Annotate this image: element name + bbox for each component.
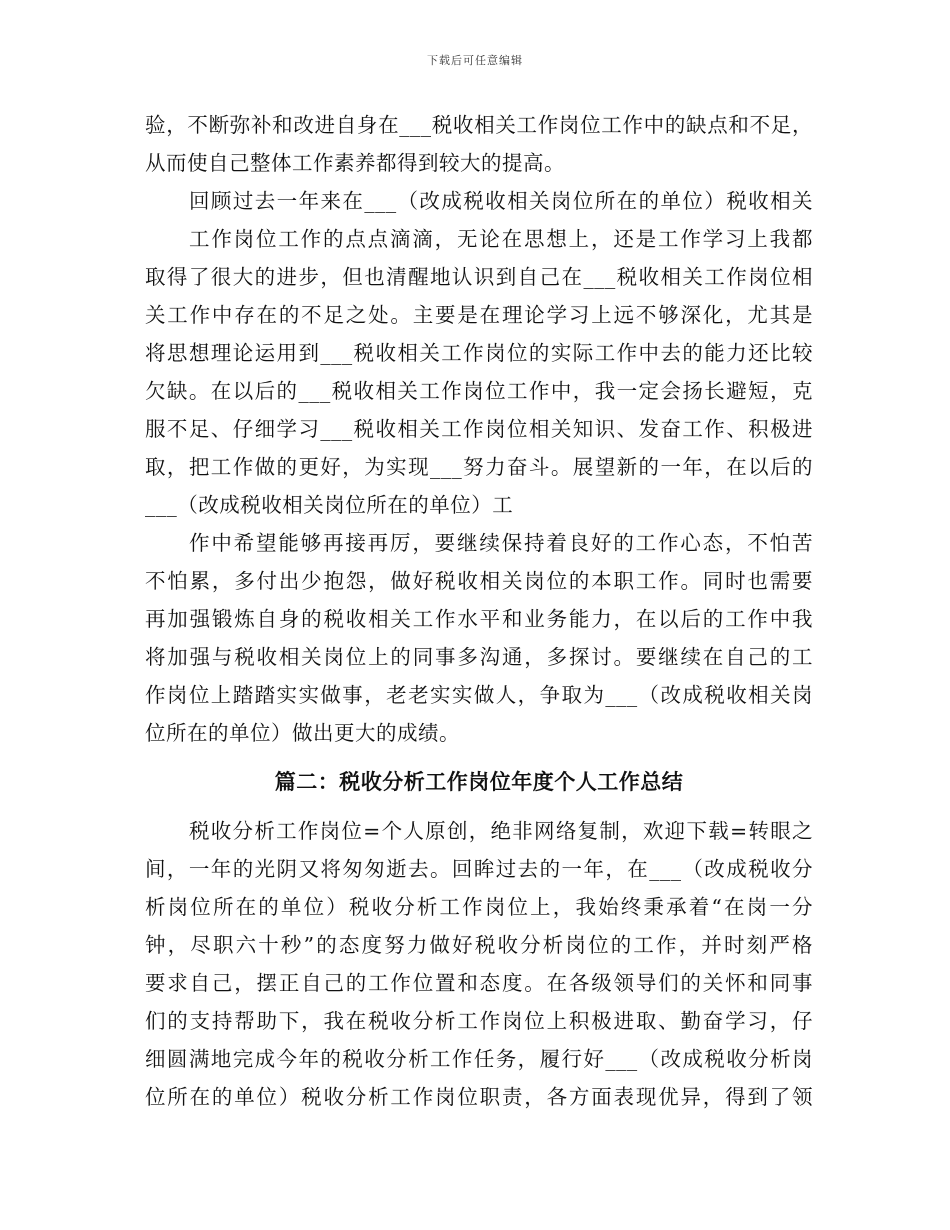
text-line: 位所在的单位）做出更大的成绩。: [145, 721, 460, 745]
text-line: 关工作中存在的不足之处。主要是在理论学习上远不够深化，尤其是: [145, 303, 813, 327]
text-line: 们的支持帮助下，我在税收分析工作岗位上积极进取、勤奋学习，仔: [145, 1009, 813, 1033]
text-line: 将加强与税收相关岗位上的同事多沟通，多探讨。要继续在自己的工: [145, 645, 813, 669]
text-line: 再加强锻炼自身的税收相关工作水平和业务能力，在以后的工作中我: [145, 607, 813, 631]
section-2-title: 篇二：税收分析工作岗位年度个人工作总结: [274, 770, 684, 794]
text-line: 工作岗位工作的点点滴滴，无论在思想上，还是工作学习上我都: [189, 227, 813, 251]
text-line: 取得了很大的进步，但也清醒地认识到自己在___税收相关工作岗位相: [145, 265, 813, 289]
text-line: 位所在的单位）税收分析工作岗位职责，各方面表现优异，得到了领: [145, 1085, 813, 1109]
text-line: 析岗位所在的单位）税收分析工作岗位上，我始终秉承着“在岗一分: [145, 895, 813, 919]
text-line: 间，一年的光阴又将匆匆逝去。回眸过去的一年，在___（改成税收分: [145, 857, 813, 881]
text-line: 从而使自己整体工作素养都得到较大的提高。: [145, 151, 565, 175]
text-line: 作岗位上踏踏实实做事，老老实实做人，争取为___（改成税收相关岗: [145, 683, 813, 707]
text-line: 验，不断弥补和改进自身在___税收相关工作岗位工作中的缺点和不足，: [145, 113, 813, 137]
text-line: 不怕累，多付出少抱怨，做好税收相关岗位的本职工作。同时也需要: [145, 569, 813, 593]
text-line: ___（改成税收相关岗位所在的单位）工: [145, 493, 514, 517]
document-body: [145, 106, 813, 1116]
text-line: 将思想理论运用到___税收相关工作岗位的实际工作中去的能力还比较: [145, 341, 813, 365]
text-line: 细圆满地完成今年的税收分析工作任务，履行好___（改成税收分析岗: [145, 1047, 813, 1071]
text-line: 税收分析工作岗位=个人原创，绝非网络复制，欢迎下载=转眼之: [189, 819, 813, 843]
text-line: 服不足、仔细学习___税收相关工作岗位相关知识、发奋工作、积极进: [145, 417, 813, 441]
section-1: [145, 106, 813, 752]
text-line: 欠缺。在以后的___税收相关工作岗位工作中，我一定会扬长避短，克: [145, 379, 813, 403]
text-line: 作中希望能够再接再厉，要继续保持着良好的工作心态，不怕苦: [189, 531, 813, 555]
text-line: 钟，尽职六十秒”的态度努力做好税收分析岗位的工作，并时刻严格: [145, 933, 813, 957]
text-line: 取，把工作做的更好，为实现___努力奋斗。展望新的一年，在以后的: [145, 455, 813, 479]
section-2: [145, 812, 813, 1116]
text-line: 回顾过去一年来在___（改成税收相关岗位所在的单位）税收相关: [189, 189, 813, 213]
text-line: 要求自己，摆正自己的工作位置和态度。在各级领导们的关怀和同事: [145, 971, 813, 995]
page-header: 下载后可任意编辑: [427, 54, 523, 67]
